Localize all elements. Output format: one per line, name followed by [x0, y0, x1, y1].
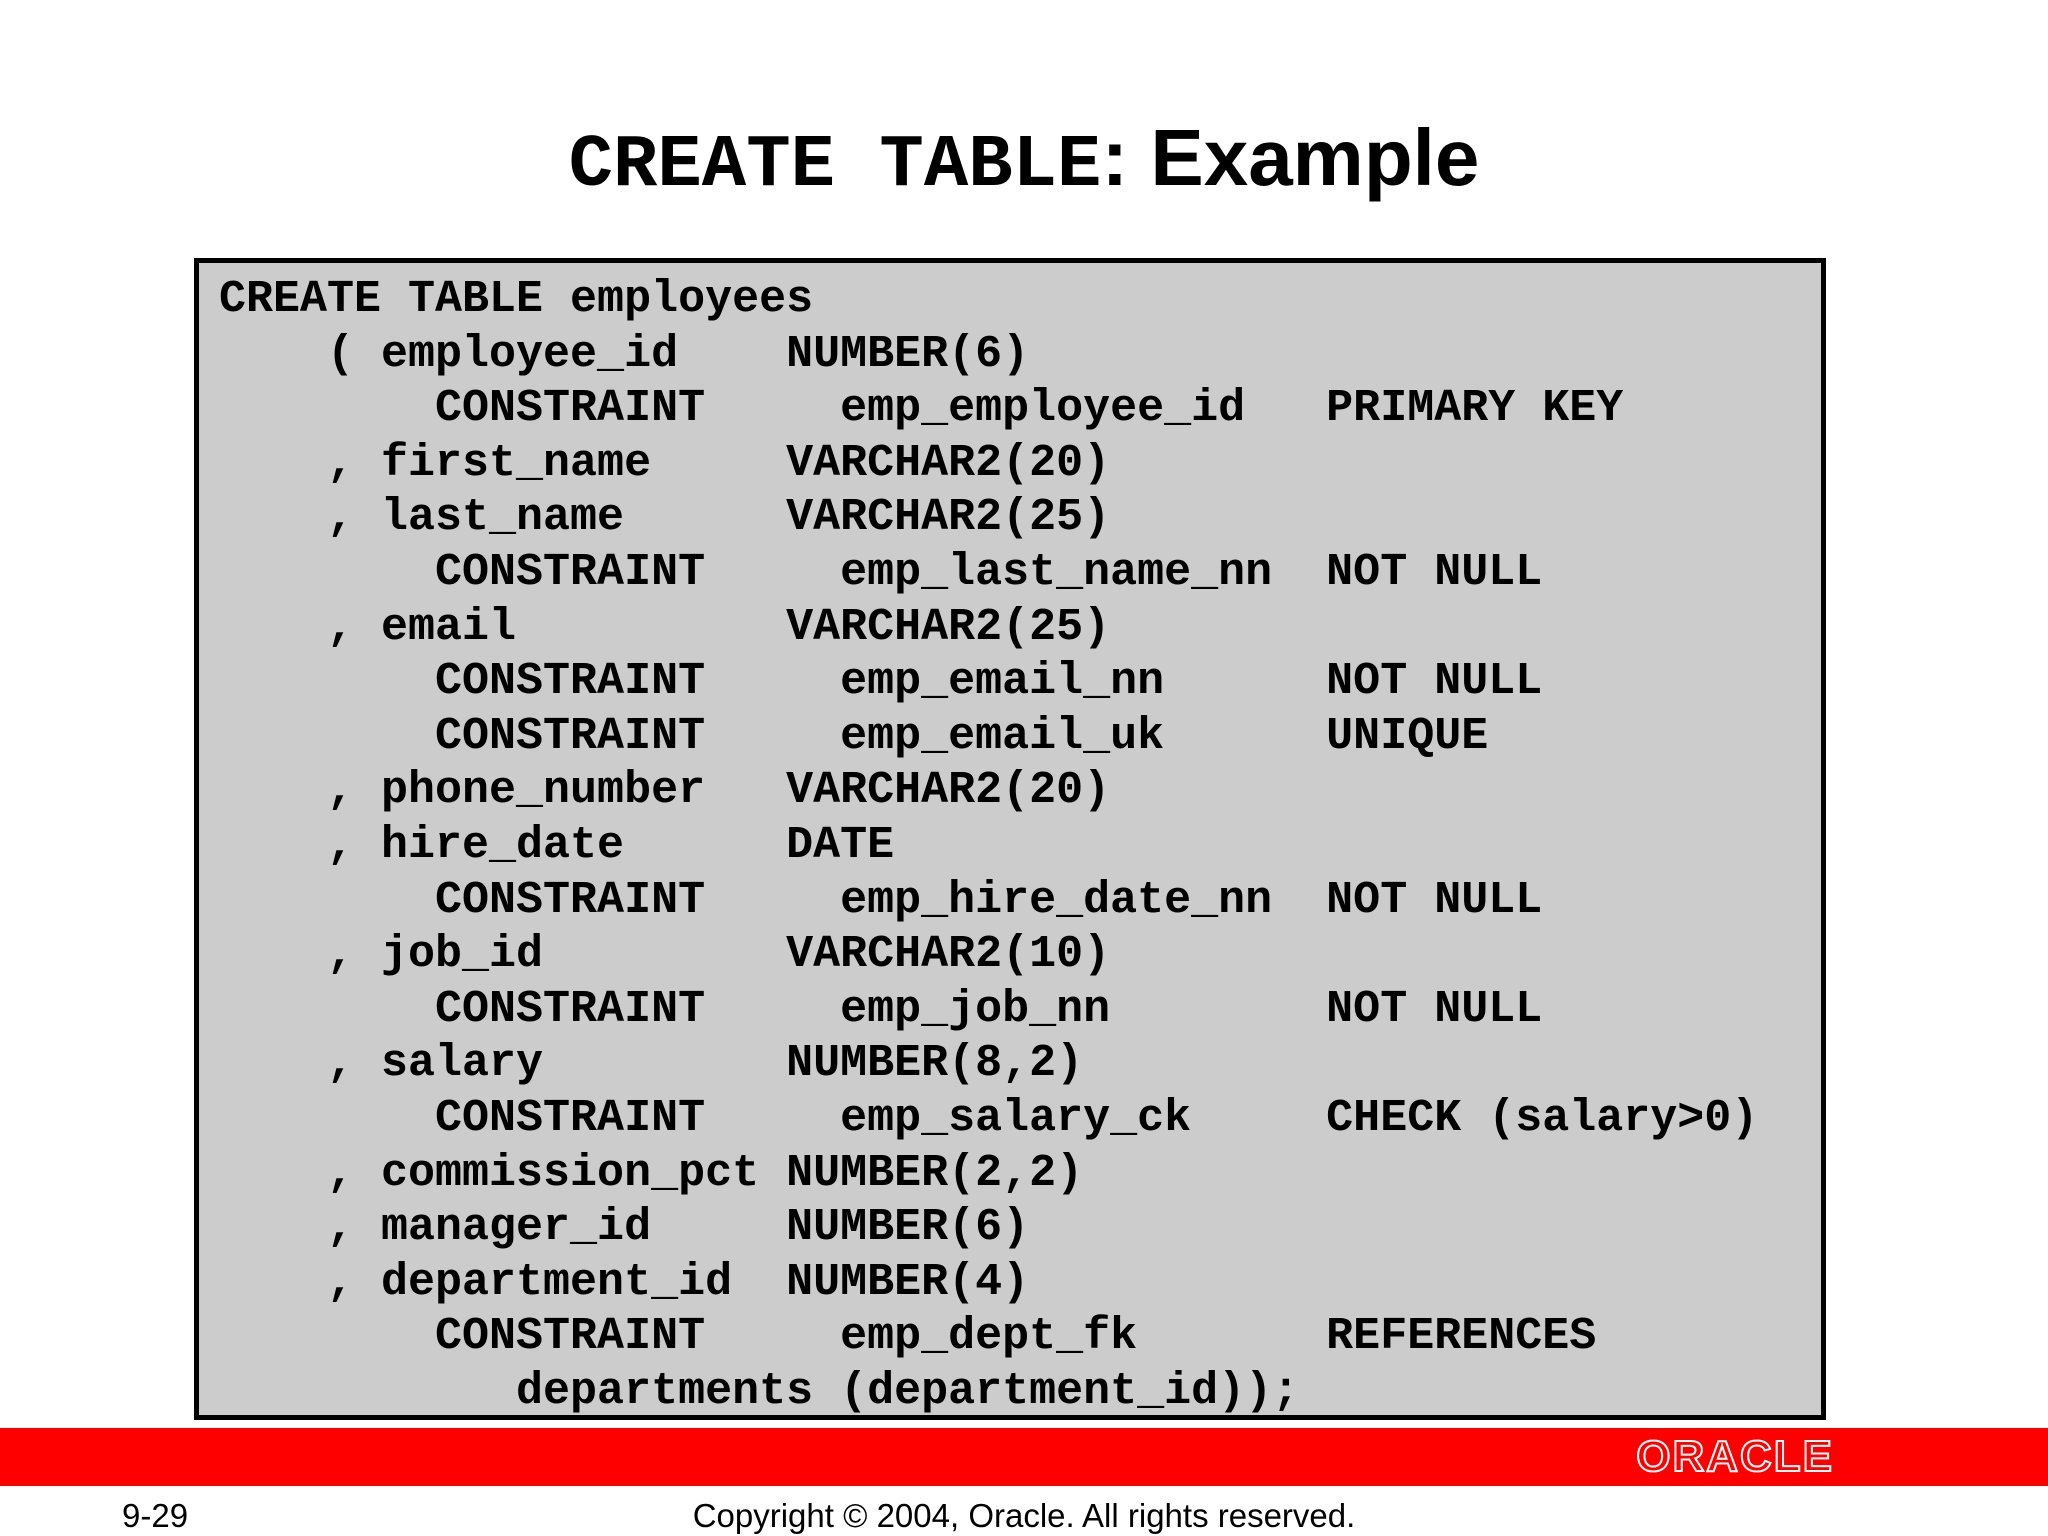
oracle-logo: ORACLE [1636, 1432, 1834, 1481]
code-line: CONSTRAINT emp_email_uk UNIQUE [219, 710, 1489, 762]
code-line: CONSTRAINT emp_email_nn NOT NULL [219, 656, 1543, 708]
code-line: , first_name VARCHAR2(20) [219, 437, 1111, 489]
copyright-notice: Copyright © 2004, Oracle. All rights reserved. [692, 1497, 1356, 1534]
code-line: CONSTRAINT emp_salary_ck CHECK (salary>0) [219, 1092, 1759, 1144]
code-line: CONSTRAINT emp_dept_fk REFERENCES [219, 1311, 1597, 1363]
slide-title-text: : Example [1101, 113, 1480, 202]
code-line: CREATE TABLE employees [219, 274, 814, 325]
code-line: departments (department_id)); [219, 1365, 1300, 1417]
slide-title-code: CREATE TABLE [568, 124, 1102, 208]
code-line: CONSTRAINT emp_job_nn NOT NULL [219, 983, 1543, 1035]
code-line: , salary NUMBER(8,2) [219, 1038, 1084, 1090]
code-line: , manager_id NUMBER(6) [219, 1202, 1030, 1254]
code-line: CONSTRAINT emp_employee_id PRIMARY KEY [219, 383, 1624, 435]
code-line: , job_id VARCHAR2(10) [219, 929, 1111, 981]
code-line: , commission_pct NUMBER(2,2) [219, 1147, 1084, 1199]
code-line: CONSTRAINT emp_last_name_nn NOT NULL [219, 546, 1543, 598]
code-line: , last_name VARCHAR2(25) [219, 492, 1111, 544]
code-block [194, 258, 1826, 1420]
code-line: , hire_date DATE [219, 819, 895, 871]
code-line: , department_id NUMBER(4) [219, 1256, 1030, 1308]
slide-title [0, 113, 2048, 208]
code-line: , email VARCHAR2(25) [219, 601, 1111, 653]
code-line: CONSTRAINT emp_hire_date_nn NOT NULL [219, 874, 1543, 926]
code-lines [219, 273, 1758, 1419]
code-line: ( employee_id NUMBER(6) [219, 328, 1030, 380]
code-line: , phone_number VARCHAR2(20) [219, 765, 1111, 817]
footer-bar [0, 1428, 2048, 1486]
page-number: 9-29 [122, 1497, 189, 1534]
